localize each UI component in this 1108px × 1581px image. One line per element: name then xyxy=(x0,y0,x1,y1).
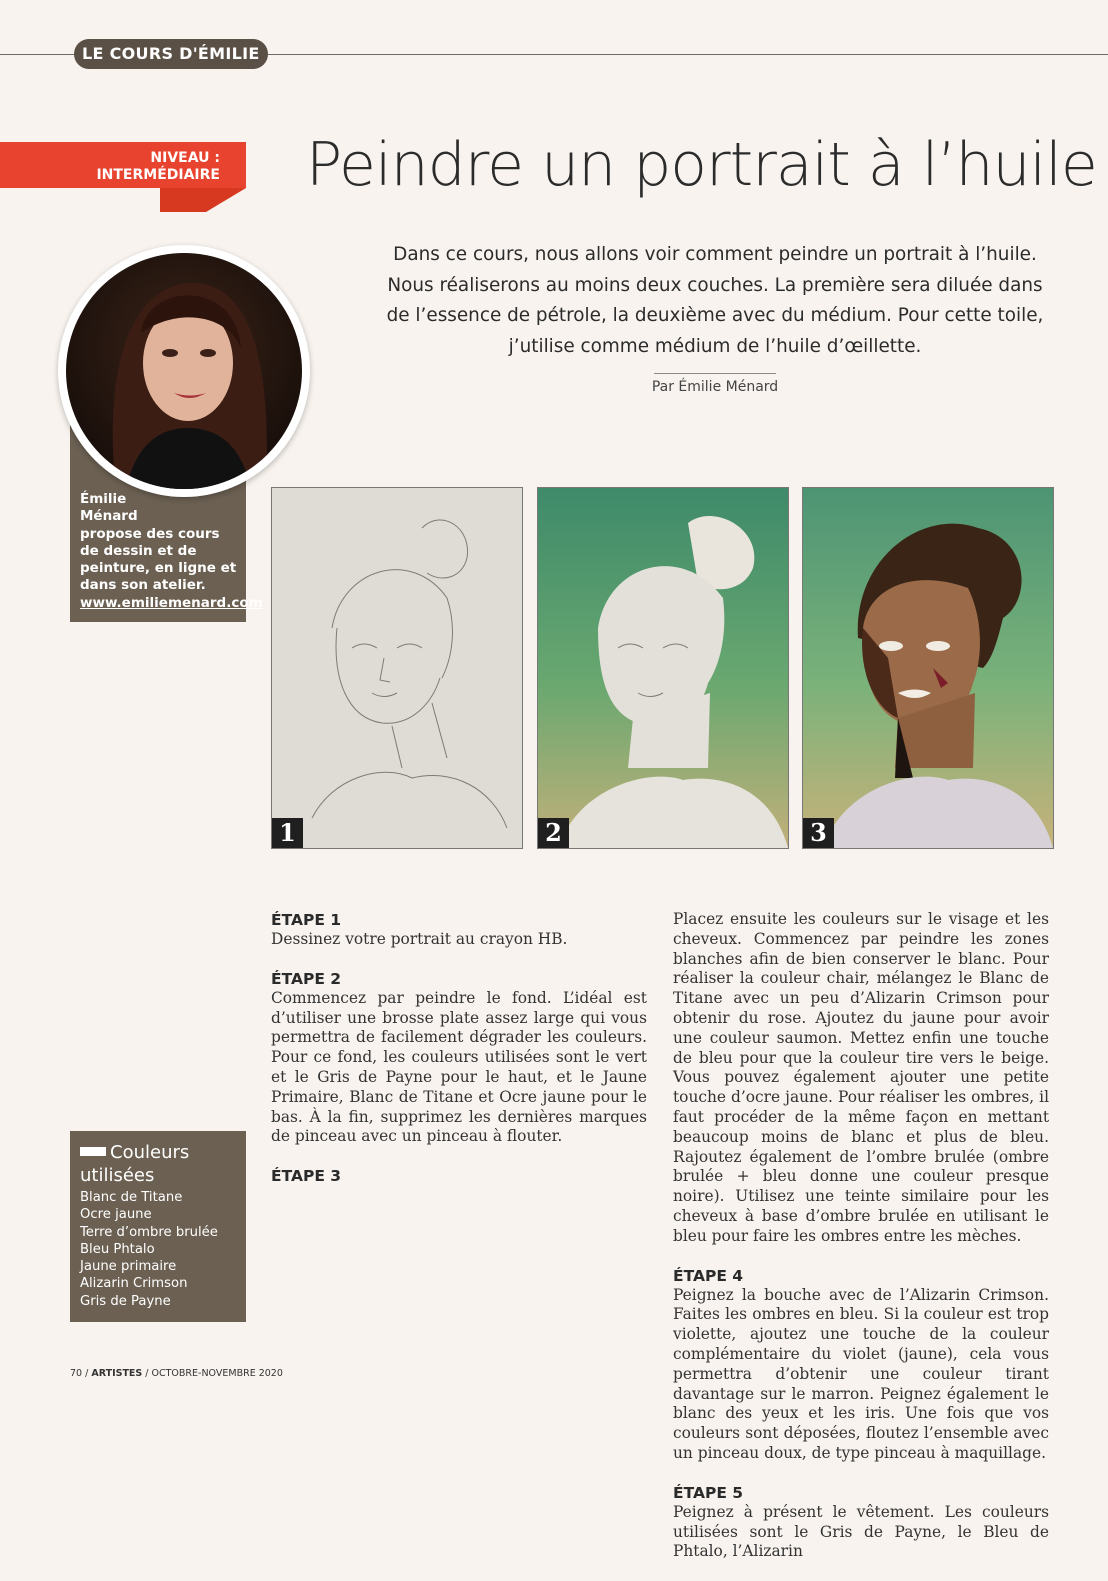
background-painted-image xyxy=(538,488,788,848)
text-column-right xyxy=(673,910,1049,1581)
text-column-left xyxy=(271,910,647,1186)
author-name: Émilie Ménard xyxy=(80,491,138,525)
level-banner-fold xyxy=(160,188,206,212)
step-5-text: Peignez à présent le vêtement. Les couleurs utilisées sont le Gris de Payne, le Bleu de Phtalo, l’Alizarin xyxy=(673,1502,1049,1561)
step-image-1 xyxy=(271,487,523,849)
step-image-2 xyxy=(537,487,789,849)
step-number-3: 3 xyxy=(803,818,834,848)
step-1-text: Dessinez votre portrait au crayon HB. xyxy=(271,930,568,948)
series-badge: LE COURS D'ÉMILIE xyxy=(74,39,268,69)
issue-date: OCTOBRE-NOVEMBRE 2020 xyxy=(151,1368,283,1379)
step-2-heading: ÉTAPE 2 xyxy=(271,969,342,988)
colors-used-box xyxy=(70,1131,246,1322)
step-3-heading: ÉTAPE 3 xyxy=(271,1167,342,1186)
color-item: Gris de Payne xyxy=(80,1293,171,1309)
colors-box-title: Couleurs utilisées xyxy=(80,1142,190,1186)
color-item: Alizarin Crimson xyxy=(80,1276,188,1292)
step-number-1: 1 xyxy=(272,818,303,848)
author-portrait xyxy=(58,245,310,497)
magazine-name: ARTISTES xyxy=(91,1368,143,1379)
title-bar-icon xyxy=(80,1147,106,1156)
step-number-2: 2 xyxy=(538,818,569,848)
step-image-3 xyxy=(802,487,1054,849)
step-4-text: Peignez la bouche avec de l’Alizarin Crimson. Faites les ombres en bleu. Si la couleur est trop violette, ajoutez une touche de la couleur complémentaire du violet (jaune), cela vous permettra d’obtenir une couleur tirant davantage sur le marron. Peignez également le blanc des yeux et les iris. Une fois que vos couleurs sont déposées, floutez l’ensemble avec un pinceau doux, de type pinceau à maquillage. xyxy=(673,1285,1049,1462)
byline-rule xyxy=(654,373,776,374)
color-item: Blanc de Titane xyxy=(80,1190,183,1205)
article-title: Peindre un portrait à l’huile xyxy=(306,130,1097,200)
colors-applied-image xyxy=(803,488,1053,848)
byline: Par Émilie Ménard xyxy=(651,379,779,395)
pencil-sketch-image xyxy=(272,488,522,848)
step-3-text: Placez ensuite les couleurs sur le visage et les cheveux. Commencez par peindre les zones blanches afin de bien conserver le blanc. Pour réaliser la couleur chair, mélangez le Blanc de Titane avec un peu d’Alizarin Crimson pour obtenir du rose. Ajoutez du jaune pour avoir une couleur saumon. Mettez enfin une touche de bleu pour que la couleur tire vers le beige. Vous pouvez également ajouter une petite touche d’ocre jaune. Pour réaliser les ombres, il faut procéder de la même façon en mettant beaucoup moins de blanc et plus de bleu. Rajoutez également de l’ombre brulée (ombre brulée + bleu donne une couleur presque noire). Utilisez une teinte similaire pour les cheveux à base d’ombre brulée en utilisant le bleu pour faire les ombres entre les mèches. xyxy=(673,910,1049,1245)
author-photo xyxy=(66,253,302,489)
step-2-text: Commencez par peindre le fond. L’idéal est d’utiliser une brosse plate assez large qui vous permettra de facilement dégrader les couleurs. Pour ce fond, les couleurs utilisées sont le vert et le Gris de Payne pour le haut, et le Jaune Primaire, Blanc de Titane et Ocre jaune pour le bas. À la fin, supprimez les dernières marques de pinceau avec un pinceau à flouter. xyxy=(271,988,647,1146)
color-item: Terre d’ombre brulée xyxy=(80,1224,218,1240)
level-value: INTERMÉDIAIRE xyxy=(96,167,220,183)
color-item: Jaune primaire xyxy=(80,1259,177,1275)
article-intro: Dans ce cours, nous allons voir comment peindre un portrait à l’huile. Nous réaliserons au moins deux couches. La première sera diluée dans de l’essence de pétrole, la deuxième avec du médium. Pour cette toile, j’utilise comme médium de l’huile d’œillette. xyxy=(386,244,1044,357)
step-4-heading: ÉTAPE 4 xyxy=(673,1266,744,1285)
author-website-link[interactable]: www.emiliemenard.com xyxy=(80,594,263,611)
page-number: 70 xyxy=(70,1368,83,1379)
author-bio: propose des cours de dessin et de peinture, en ligne et dans son atelier. xyxy=(80,525,237,594)
level-banner xyxy=(0,142,246,188)
color-item: Bleu Phtalo xyxy=(80,1241,155,1257)
color-item: Ocre jaune xyxy=(80,1207,152,1223)
page-footer: 70 / ARTISTES / OCTOBRE-NOVEMBRE 2020 xyxy=(70,1368,283,1379)
step-5-heading: ÉTAPE 5 xyxy=(673,1483,744,1502)
colors-list xyxy=(80,1189,236,1310)
step-1-heading: ÉTAPE 1 xyxy=(271,911,342,929)
level-label: NIVEAU : xyxy=(150,150,220,166)
